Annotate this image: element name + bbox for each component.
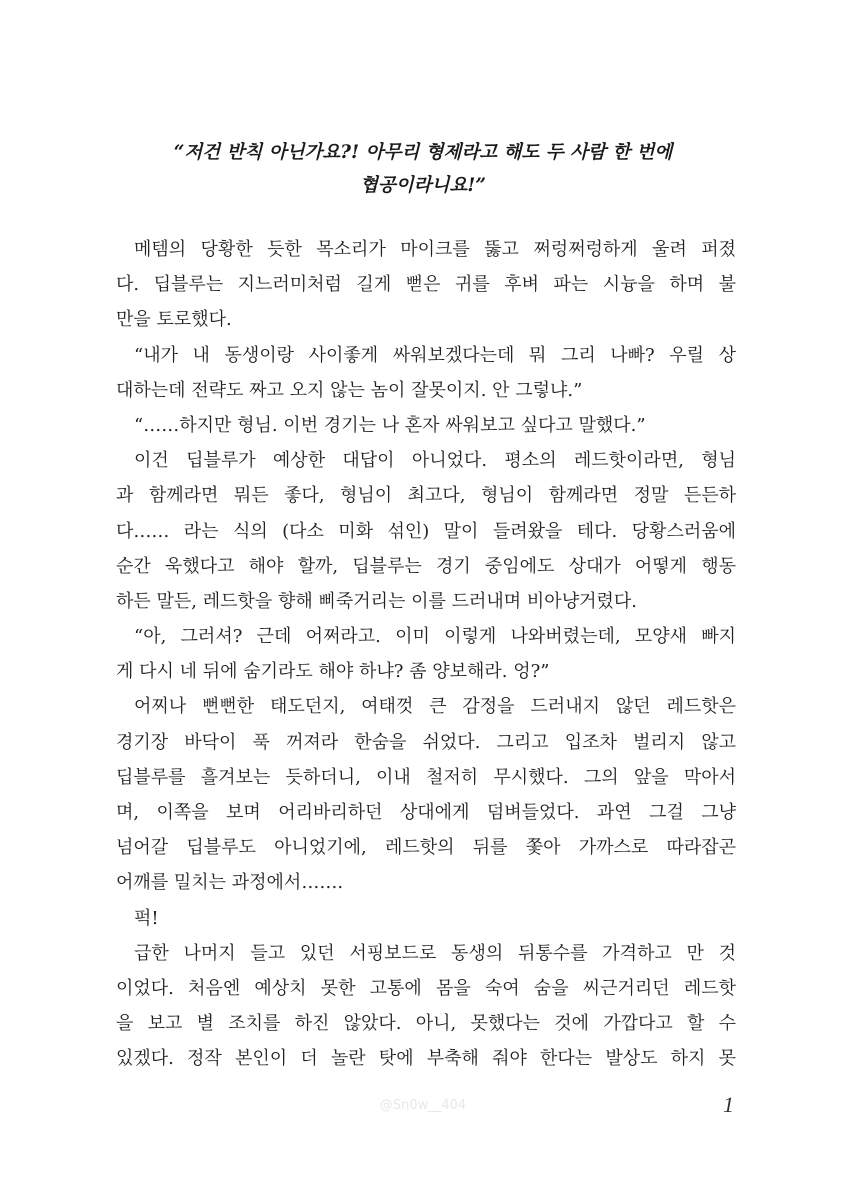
text-line: 이건 딥블루가 예상한 대답이 아니었다. 평소의 레드핫이라면, 형님: [134, 450, 736, 472]
quoted-heading: [150, 136, 696, 202]
text-line: 다…… 라는 식의 (다소 미화 섞인) 말이 들려왔을 테다. 당황스러움에: [116, 520, 736, 542]
heading-line: “저건 반칙 아닌가요?! 아무리 형제라고 해도 두 사람 한 번에: [173, 142, 673, 163]
text-line: 메템의 당황한 듯한 목소리가 마이크를 뚫고 쩌렁쩌렁하게 울려 퍼졌: [134, 239, 736, 260]
text-line: 만을 토로했다.: [116, 309, 232, 331]
text-line: 대하는데 전략도 짜고 오지 않는 놈이 잘못이지. 안 그렇냐.”: [116, 379, 583, 401]
text-line: 있겠다. 정작 본인이 더 놀란 탓에 부축해 줘야 한다는 발상도 하지 못: [116, 1048, 736, 1070]
page-number: 1: [723, 1092, 734, 1117]
text-line: 경기장 바닥이 푹 꺼져라 한숨을 쉬었다. 그리고 입조차 벌리지 않고: [116, 731, 736, 753]
text-line: 과 함께라면 뭐든 좋다, 형님이 최고다, 형님이 함께라면 정말 든든하: [116, 485, 736, 507]
text-line: 퍽!: [134, 907, 159, 929]
heading-line: 협공이라니요!”: [360, 175, 486, 196]
text-line: 게 다시 네 뒤에 숨기라도 해야 하냐? 좀 양보해라. 엉?”: [116, 661, 550, 683]
text-line: 넘어갈 딥블루도 아니었기에, 레드핫의 뒤를 쫓아 가까스로 따라잡곤: [116, 837, 736, 859]
text-line: “아, 그러셔? 근데 어쩌라고. 이미 이렇게 나와버렸는데, 모양새 빠지: [134, 626, 736, 648]
text-line: 을 보고 별 조치를 하진 않았다. 아니, 못했다는 것에 가깝다고 할 수: [116, 1013, 736, 1035]
text-line: 어깨를 밀치는 과정에서…….: [116, 872, 344, 894]
text-line: 이었다. 처음엔 예상치 못한 고통에 몸을 숙여 숨을 씨근거리던 레드핫: [116, 977, 736, 999]
text-line: 어찌나 뻔뻔한 태도던지, 여태껏 큰 감정을 드러내지 않던 레드핫은: [134, 696, 736, 718]
text-line: “내가 내 동생이랑 사이좋게 싸워보겠다는데 뭐 그리 나빠? 우릴 상: [134, 344, 736, 366]
body-text: [116, 232, 736, 1077]
watermark: @Sn0w__404: [379, 1098, 467, 1113]
text-line: 다. 딥블루는 지느러미처럼 길게 뻗은 귀를 후벼 파는 시늉을 하며 불: [116, 274, 736, 296]
text-line: 하든 말든, 레드핫을 향해 삐죽거리는 이를 드러내며 비아냥거렸다.: [116, 590, 637, 612]
text-line: 급한 나머지 들고 있던 서핑보드로 동생의 뒤통수를 가격하고 만 것: [134, 942, 736, 964]
text-line: 순간 욱했다고 해야 할까, 딥블루는 경기 중임에도 상대가 어떻게 행동: [116, 555, 736, 577]
text-line: “……하지만 형님. 이번 경기는 나 혼자 싸워보고 싶다고 말했다.”: [134, 414, 646, 436]
text-line: 며, 이쪽을 보며 어리바리하던 상대에게 덤벼들었다. 과연 그걸 그냥: [116, 802, 736, 823]
text-line: 딥블루를 흘겨보는 듯하더니, 이내 철저히 무시했다. 그의 앞을 막아서: [116, 766, 736, 788]
